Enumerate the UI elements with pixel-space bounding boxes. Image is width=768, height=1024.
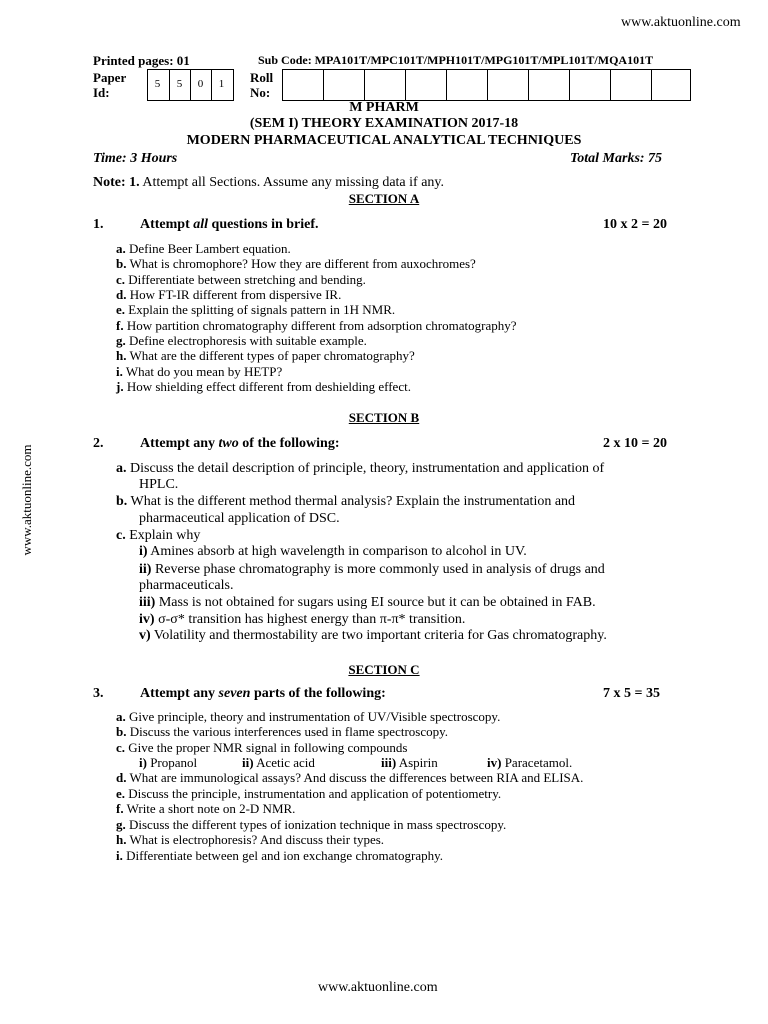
roll-no-label: Roll — [250, 70, 274, 85]
roll-no-label-2: No: — [250, 85, 271, 100]
q3-compound: iv) Paracetamol. — [487, 755, 573, 770]
q3-item: h. What is electrophoresis? And discuss their types. — [116, 832, 385, 847]
q3-item: c. Give the proper NMR signal in following compounds — [116, 740, 408, 755]
q1-item: c. Differentiate between stretching and bending. — [116, 272, 366, 287]
note-text: Attempt all Sections. Assume any missing data if any. — [142, 175, 444, 190]
q3-item: i. Differentiate between gel and ion exchange chromatography. — [116, 848, 444, 863]
q2-subitem: iii) Mass is not obtained for sugars using EI source but it can be obtained in FAB. — [139, 595, 596, 610]
note-number: 1. — [129, 175, 140, 190]
q1-item: e. Explain the splitting of signals pattern in 1H NMR. — [116, 302, 396, 317]
paper-id-label-2: Id: — [93, 85, 110, 100]
q2-subitem: iv) σ-σ* transition has highest energy than π-π* transition. — [139, 612, 466, 627]
note — [93, 175, 444, 191]
q3-item: e. Discuss the principle, instrumentation and application of potentiometry. — [116, 786, 502, 801]
section-b-title: SECTION B — [348, 410, 420, 425]
paper-id-digit: 1 — [218, 78, 225, 90]
paper-id-digit: 5 — [176, 78, 183, 90]
q2-subitem: i) Amines absorb at high wavelength in comparison to alcohol in UV. — [139, 544, 527, 559]
sub-code: Sub Code: MPA101T/MPC101T/MPH101T/MPG101T/MPL101T/MQA101T — [258, 53, 654, 67]
q3-instruction: Attempt any seven parts of the following: — [140, 686, 386, 701]
q3-item: g. Discuss the different types of ionization technique in mass spectroscopy. — [116, 817, 507, 832]
q1-item: h. What are the different types of paper chromatography? — [116, 348, 415, 363]
q3-item: f. Write a short note on 2-D NMR. — [116, 801, 296, 816]
q2-subitem: ii) Reverse phase chromatography is more commonly used in analysis of drugs and — [139, 562, 605, 577]
site-url-side: www.aktuonline.com — [19, 444, 34, 556]
paper-id-label: Paper — [93, 70, 127, 85]
q2-number: 2. — [93, 436, 104, 451]
q1-item: a. Define Beer Lambert equation. — [116, 241, 291, 256]
q1-item: j. How shielding effect different from deshielding effect. — [116, 379, 411, 394]
q1-item: d. How FT-IR different from dispersive IR. — [116, 287, 342, 302]
q1-item: b. What is chromophore? How they are different from auxochromes? — [116, 256, 476, 271]
time-allowed: Time: 3 Hours — [93, 151, 178, 166]
q3-item: b. Discuss the various interferences used in flame spectroscopy. — [116, 724, 449, 739]
q3-number: 3. — [93, 686, 104, 701]
exam-title: (SEM I) THEORY EXAMINATION 2017-18 — [249, 116, 519, 131]
q2-subitem: v) Volatility and thermostability are two important criteria for Gas chromatography. — [139, 628, 607, 643]
q3-compound: i) Propanol — [139, 755, 198, 770]
q2-item: b. What is the different method thermal analysis? Explain the instrumentation and — [116, 494, 576, 509]
paper-id-box — [147, 69, 234, 101]
q2-item-cont: pharmaceutical application of DSC. — [139, 511, 340, 526]
roll-no-box — [282, 69, 691, 101]
q3-compound: iii) Aspirin — [381, 755, 438, 770]
q2-item-cont: HPLC. — [139, 477, 179, 492]
section-a-title: SECTION A — [348, 191, 420, 206]
printed-pages: Printed pages: 01 — [93, 53, 190, 68]
site-url-bottom: www.aktuonline.com — [318, 980, 438, 995]
paper-id-digit: 5 — [154, 78, 161, 90]
q2-marks: 2 x 10 = 20 — [603, 436, 667, 451]
q1-number: 1. — [93, 217, 104, 232]
q1-item: i. What do you mean by HETP? — [116, 364, 283, 379]
q1-marks: 10 x 2 = 20 — [603, 217, 667, 232]
q1-item: f. How partition chromatography different from adsorption chromatography? — [116, 318, 517, 333]
total-marks: Total Marks: 75 — [570, 151, 663, 166]
site-url-top: www.aktuonline.com — [621, 15, 741, 30]
paper-id-digit: 0 — [197, 78, 204, 90]
q2-instruction: Attempt any two of the following: — [140, 436, 340, 451]
note-label: Note: — [93, 175, 126, 190]
q2-subitem-cont: pharmaceuticals. — [139, 578, 234, 593]
q2-item: c. Explain why — [116, 528, 201, 543]
q3-compound: ii) Acetic acid — [242, 755, 315, 770]
subject-title: MODERN PHARMACEUTICAL ANALYTICAL TECHNIQUES — [186, 133, 582, 148]
q1-item: g. Define electrophoresis with suitable example. — [116, 333, 367, 348]
q1-instruction: Attempt all questions in brief. — [140, 217, 319, 232]
q3-item: d. What are immunological assays? And discuss the differences between RIA and ELISA. — [116, 770, 584, 785]
program: M PHARM — [349, 100, 419, 115]
q3-item: a. Give principle, theory and instrumentation of UV/Visible spectroscopy. — [116, 709, 501, 724]
section-c-title: SECTION C — [348, 662, 420, 677]
q2-item: a. Discuss the detail description of principle, theory, instrumentation and application of — [116, 461, 605, 476]
q3-marks: 7 x 5 = 35 — [603, 686, 660, 701]
